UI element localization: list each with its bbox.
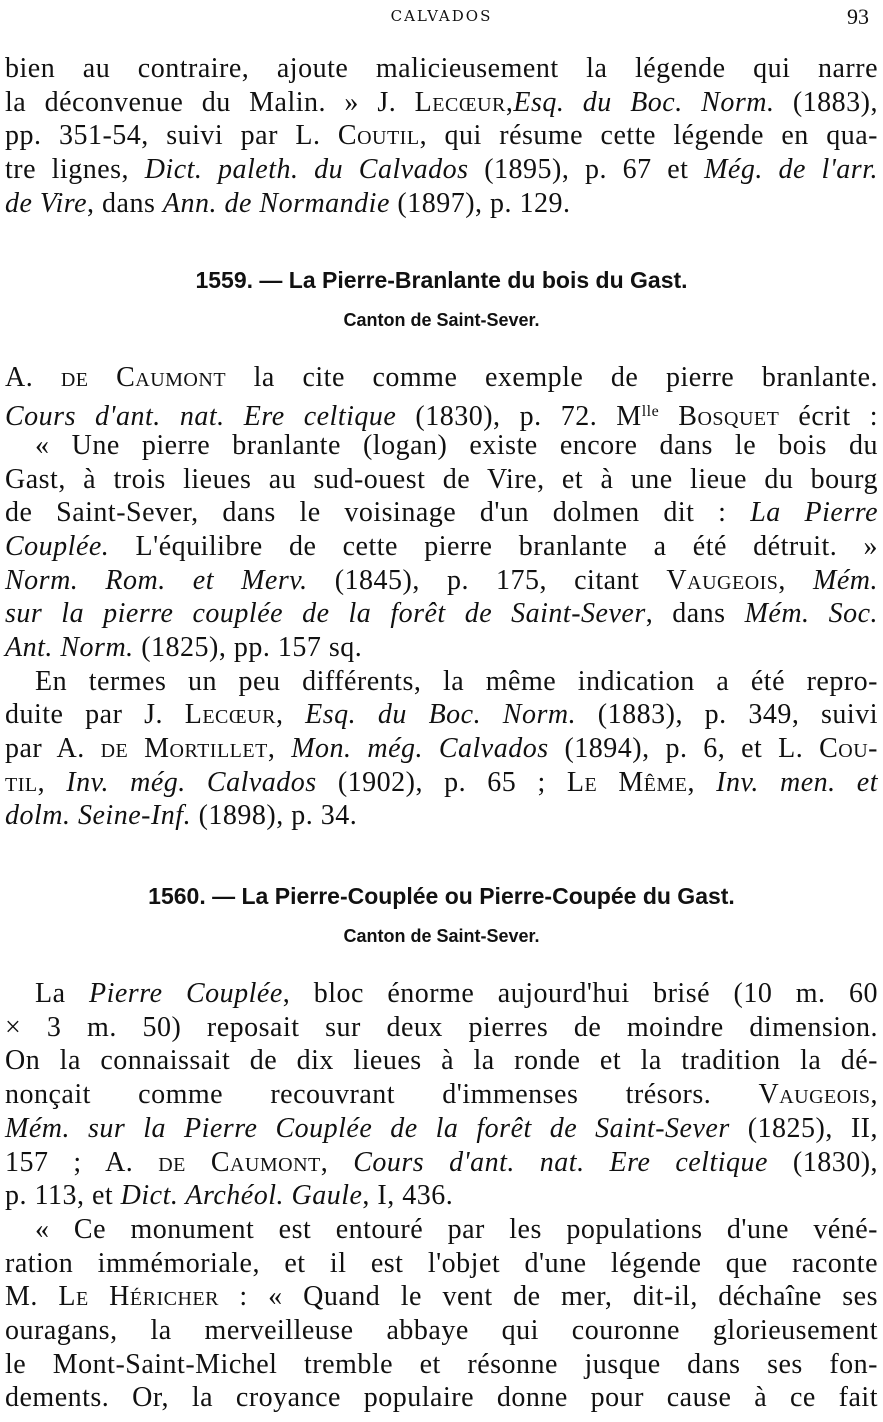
text-run: la cite comme exemple de pierre branlante. [226, 362, 878, 394]
text-run: (1825), pp. 157 sq. [133, 631, 363, 663]
text-line [5, 1213, 878, 1247]
text-run: (1845), p. 175, citant [307, 564, 667, 596]
text-line [5, 799, 878, 833]
italic-text: Mon. még. Calvados [291, 733, 549, 764]
small-caps-name: Cou- [819, 733, 878, 764]
text-line [5, 1247, 878, 1281]
small-caps-name: Bosquet [678, 401, 780, 433]
text-run: bien au contraire, ajoute malicieusement la légende qui narre [5, 53, 878, 84]
italic-text: Dict. paleth. du Calvados [144, 154, 469, 186]
italic-text: Ant. Norm. [5, 631, 134, 663]
text-line [5, 631, 878, 665]
text-line [5, 496, 878, 530]
text-line [5, 732, 878, 766]
section-heading-1560: 1560. — La Pierre-Couplée ou Pierre-Coupée du Gast. [148, 883, 735, 910]
italic-text: Inv. men. et [716, 766, 879, 798]
text-run: , [687, 766, 717, 798]
text-run: le Mont-Saint-Michel tremble et résonne jusque dans ses fon- [5, 1348, 878, 1380]
superscript: lle [641, 403, 660, 421]
text-run: la déconvenue du Malin. » J. [5, 86, 415, 118]
section-subheading-canton: Canton de Saint-Sever. [343, 310, 540, 331]
text-run: , [37, 766, 67, 798]
italic-text: Inv. még. Calvados [66, 766, 317, 798]
text-run: On la connaissait de dix lieues à la ronde et la tradition la dé- [5, 1045, 878, 1077]
small-caps-name: Le Héricher [58, 1281, 219, 1313]
italic-text: Pierre Couplée [89, 978, 283, 1010]
text-run: (1897), p. 129. [389, 187, 571, 219]
text-run: , [275, 699, 306, 731]
italic-text: Mém. sur la Pierre Couplée de la forêt de Saint-Sever [5, 1112, 730, 1144]
text-line [5, 1381, 878, 1415]
italic-text: Cours d'ant. nat. Ere celtique [353, 1146, 768, 1178]
text-line [5, 1044, 878, 1078]
small-caps-name: Lecœur [184, 699, 276, 731]
italic-text: Norm. Rom. et Merv. [5, 564, 308, 596]
text-line [5, 187, 878, 221]
small-caps-name: de Caumont [158, 1146, 321, 1178]
section-heading-1559: 1559. — La Pierre-Branlante du bois du Gast. [195, 267, 688, 294]
text-line [5, 52, 878, 86]
small-caps-name: til [5, 766, 38, 798]
text-run: , [870, 1079, 878, 1111]
text-run: , [267, 733, 292, 764]
text-line [5, 86, 878, 120]
text-run: En termes un peu différents, la même indication a été repro- [35, 665, 878, 697]
text-run: écrit : [779, 401, 878, 433]
text-run: (1830), [767, 1146, 879, 1178]
section-text-1559 [5, 361, 878, 833]
text-line [5, 1112, 878, 1146]
text-run: (1883), p. 349, suivi [576, 699, 878, 731]
text-run: (1898), p. 34. [191, 800, 358, 832]
text-line [5, 361, 878, 395]
text-run: « Ce monument est entouré par les populations d'une véné- [35, 1213, 878, 1245]
text-run [659, 401, 678, 432]
text-run: , dans [87, 187, 163, 219]
text-run: , bloc énorme aujourd'hui brisé (10 m. 60 [282, 978, 879, 1010]
text-run: (1883), [774, 86, 879, 118]
italic-text: Dict. Archéol. Gaule [120, 1180, 363, 1212]
italic-text: dolm. Seine-Inf. [5, 800, 192, 832]
text-run: La [35, 978, 89, 1010]
small-caps-name: de Caumont [60, 362, 227, 394]
italic-text: Még. de l'arr. [704, 154, 878, 186]
text-run: : « Quand le vent de mer, dit-il, déchaîne ses [218, 1281, 878, 1313]
text-run: , [505, 86, 514, 118]
page-number: 93 [847, 4, 869, 29]
text-line [5, 597, 878, 631]
intro-paragraph [5, 52, 878, 220]
text-run: , I, 436. [362, 1180, 454, 1212]
text-line [5, 665, 878, 699]
text-run: Gast, à trois lieues au sud-ouest de Vire, et à une lieue du bourg [5, 463, 878, 495]
italic-text: La Pierre [750, 497, 878, 529]
text-line [5, 1078, 878, 1112]
section-text-1560 [5, 977, 878, 1415]
text-line [5, 1280, 878, 1314]
small-caps-name: Vaugeois [758, 1079, 871, 1111]
text-run: (1825), II, [729, 1112, 879, 1144]
text-run: , [320, 1146, 354, 1178]
text-line [5, 1179, 878, 1213]
text-line [5, 530, 878, 564]
text-line [5, 1146, 878, 1180]
text-run: dements. Or, la croyance populaire donne pour cause à ce fait [5, 1382, 878, 1414]
running-title: CALVADOS [390, 7, 493, 25]
page-header [0, 4, 883, 28]
text-run: « Une pierre branlante (logan) existe encore dans le bois du [35, 429, 878, 461]
text-run: de Saint-Sever, dans le voisinage d'un dolmen dit : [5, 497, 751, 529]
text-run: ouragans, la merveilleuse abbaye qui couronne glorieusement [5, 1314, 878, 1346]
text-line [5, 119, 878, 153]
small-caps-name: Vaugeois [666, 564, 779, 596]
text-run: × 3 m. 50) reposait sur deux pierres de moindre dimension. [5, 1011, 878, 1043]
small-caps-name: Le Même [566, 766, 688, 798]
text-line [5, 429, 878, 463]
small-caps-name: Lecœur [414, 86, 506, 118]
text-line [5, 977, 878, 1011]
text-run: (1894), p. 6, et L. [548, 733, 820, 764]
text-run: nonçait comme recouvrant d'immenses trésors. [5, 1079, 759, 1111]
italic-text: sur la pierre couplée de la forêt de Saint-Sever [5, 598, 646, 630]
italic-text: de Vire [5, 187, 88, 219]
text-run: M. [5, 1281, 59, 1313]
text-run: A. [5, 362, 61, 394]
text-run: (1895), p. 67 et [468, 154, 705, 186]
text-line [5, 395, 878, 433]
text-run: , [778, 564, 814, 596]
text-line [5, 564, 878, 598]
text-line [5, 698, 878, 732]
text-run: p. 113, et [5, 1180, 121, 1212]
italic-text: Couplée. [5, 530, 110, 562]
text-run: par A. [5, 733, 101, 764]
page-body [5, 52, 878, 1415]
italic-text: Ann. de Normandie [162, 187, 390, 219]
italic-text: Esq. du Boc. Norm. [305, 699, 577, 731]
text-run: , dans [645, 598, 745, 630]
italic-text: Mém. [813, 564, 878, 596]
text-line [5, 1011, 878, 1045]
italic-text: Cours d'ant. nat. Ere celtique [5, 401, 397, 433]
text-run: pp. 351-54, suivi par L. [5, 120, 338, 152]
text-line [5, 153, 878, 187]
text-line [5, 1314, 878, 1348]
small-caps-name: Coutil [337, 120, 420, 152]
text-run: duite par J. [5, 699, 185, 731]
text-run: (1902), p. 65 ; [316, 766, 567, 798]
text-line [5, 463, 878, 497]
text-run: ration immémoriale, et il est l'objet d'une légende que raconte [5, 1247, 878, 1279]
text-run: (1830), p. 72. M [396, 401, 642, 433]
text-line [5, 766, 878, 800]
italic-text: Mém. Soc. [744, 598, 878, 630]
text-line [5, 1348, 878, 1382]
text-run: 157 ; A. [5, 1146, 159, 1178]
text-run: , qui résume cette légende en qua- [419, 120, 878, 152]
small-caps-name: de Mortillet [100, 733, 268, 764]
text-run: tre lignes, [5, 154, 145, 186]
text-run: L'équilibre de cette pierre branlante a été détruit. » [109, 530, 878, 562]
section-subheading-canton: Canton de Saint-Sever. [343, 926, 540, 947]
italic-text: Esq. du Boc. Norm. [513, 86, 775, 118]
